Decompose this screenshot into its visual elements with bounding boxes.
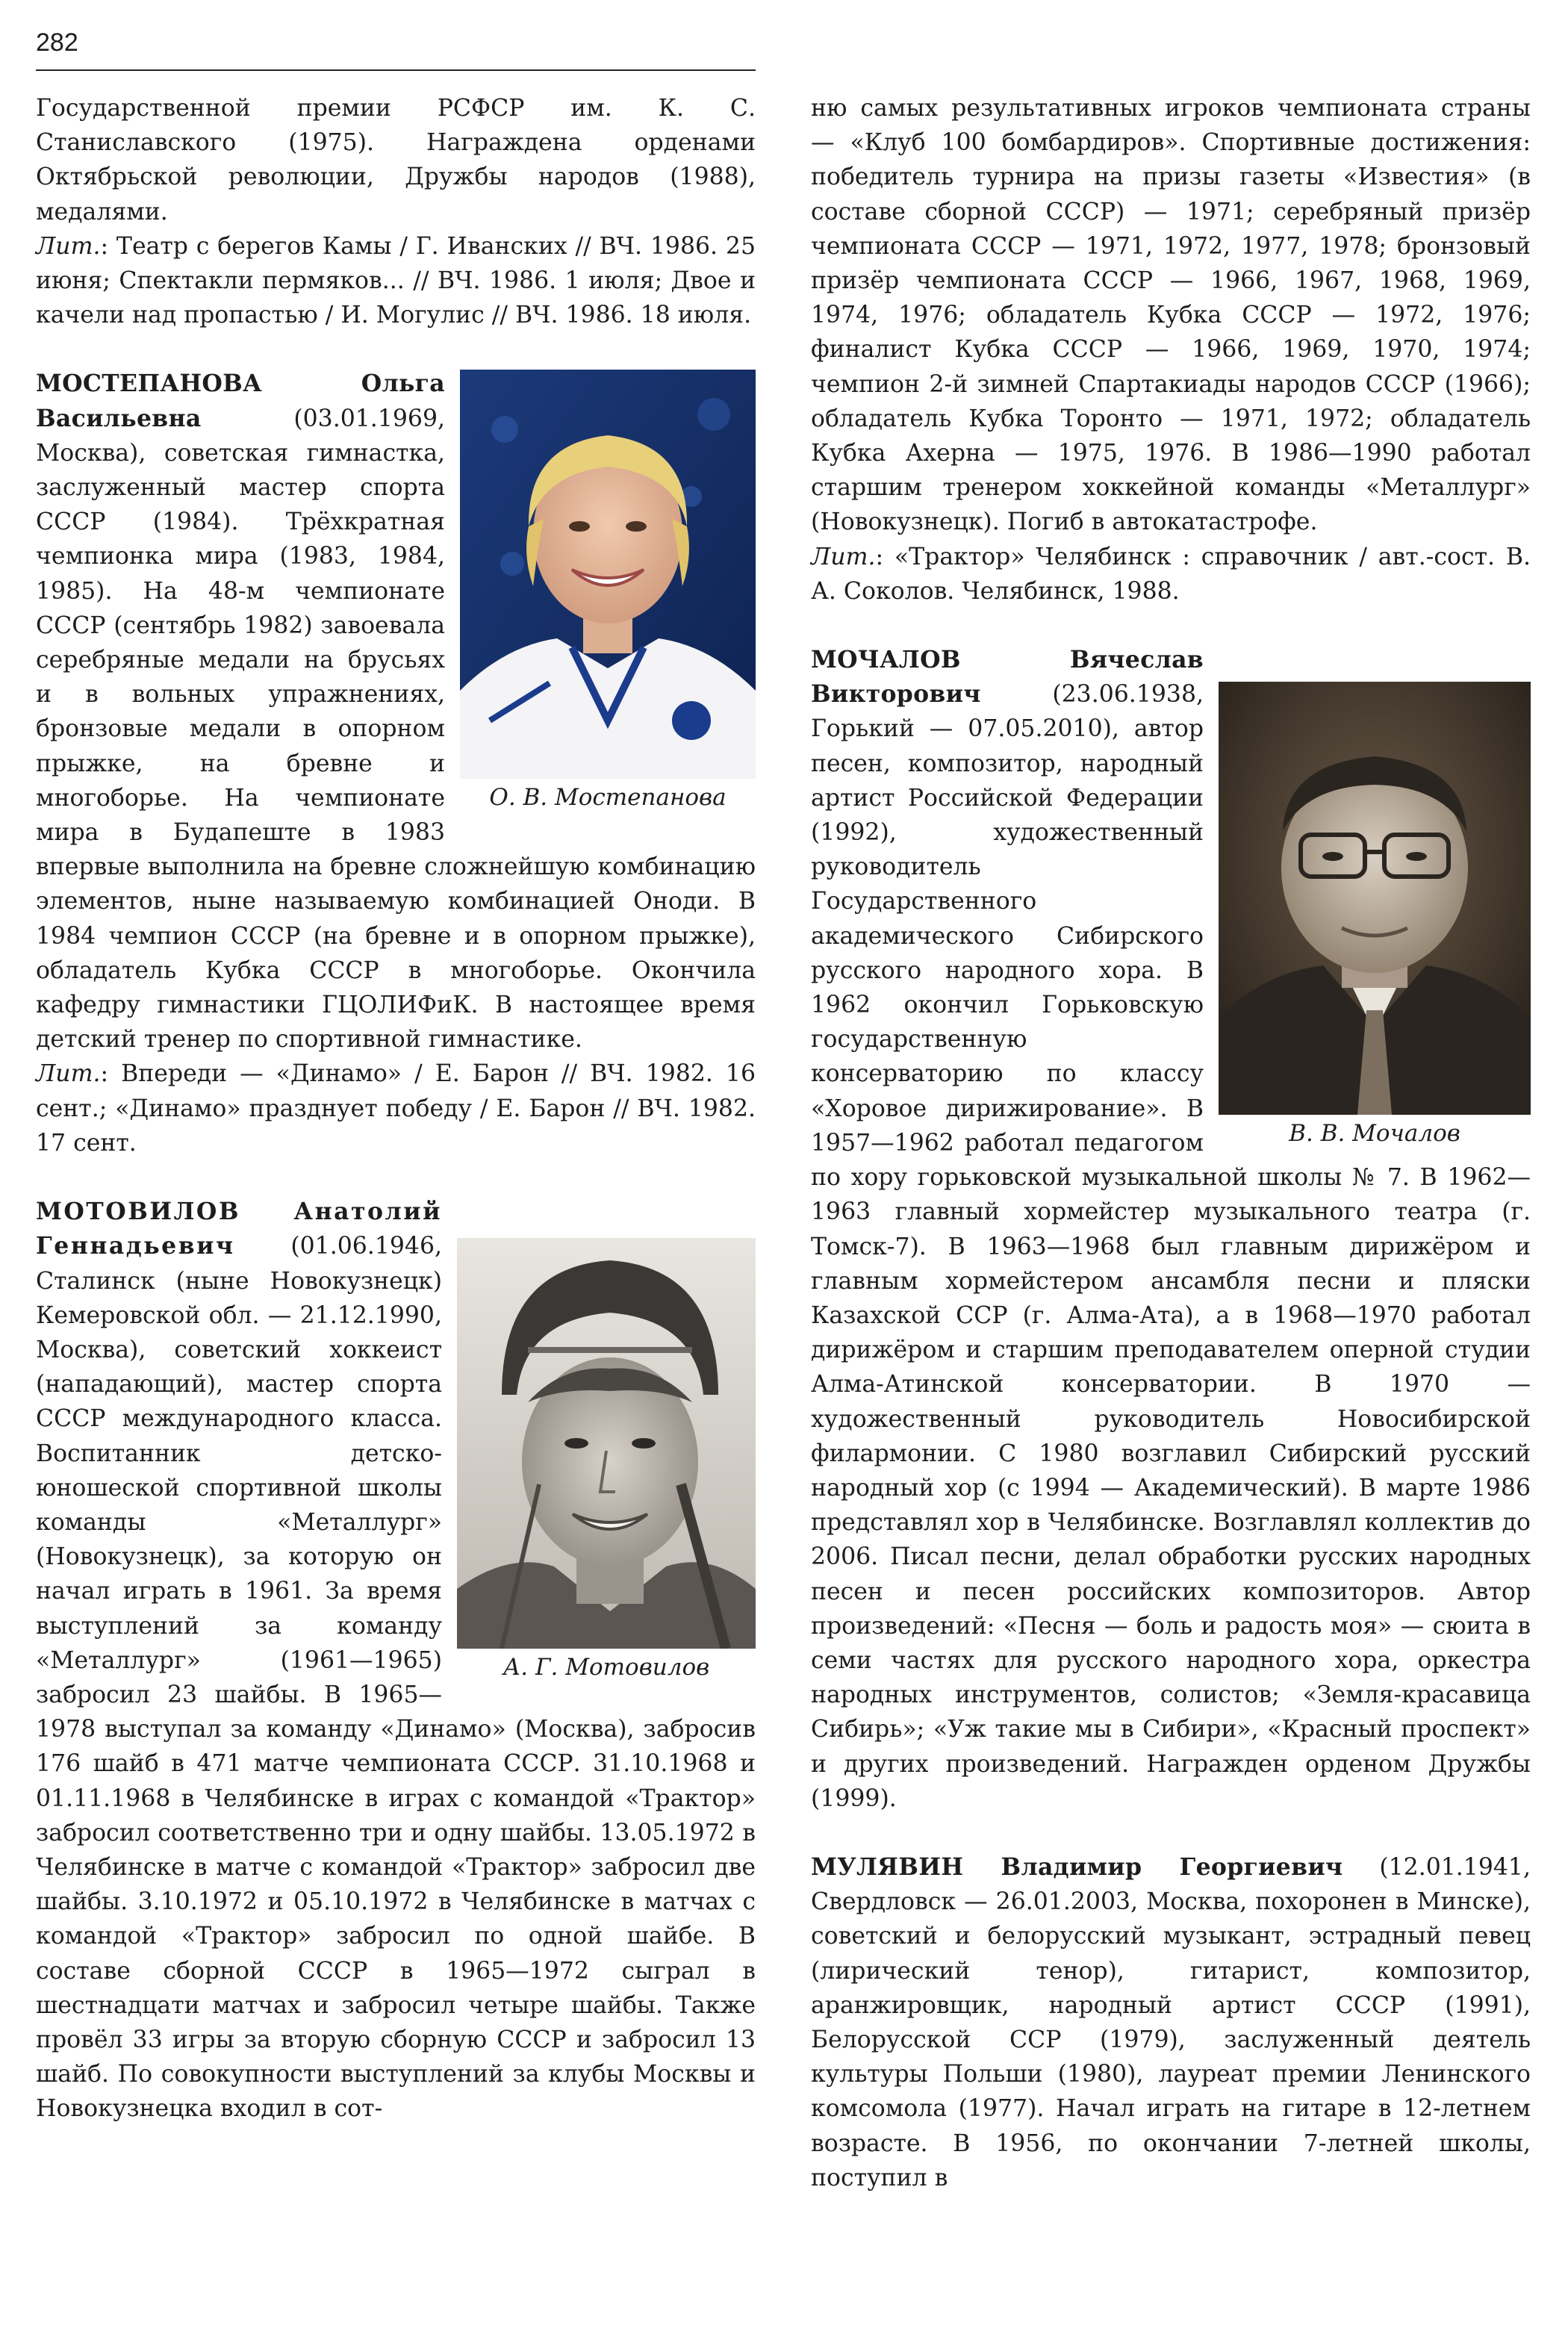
portrait-photo [457, 1238, 756, 1649]
continuation-text: ню самых результативных игроков чемпионата страны — «Клуб 100 бомбардиров». Спортивные достижения: победитель турнира на призы газеты «Известия» (в составе сборной СССР) — 1971; серебряный призёр чемпионата СССР — 1971, 1972, 1977, 1978; бронзовый призёр чемпионата СССР — 1966, 1967, 1968, 1969, 1974, 1976; обладатель Кубка СССР — 1972, 1976; финалист Кубка СССР — 1966, 1969, 1970, 1974; чемпион 2-й зимней Спартакиады народов СССР (1966); обладатель Кубка Торонто — 1971, 1972; обладатель Кубка Ахерна — 1975, 1976. В 1986—1990 работал старшим тренером хоккейной команды «Металлург» (Новокузнецк). Погиб в автокатастрофе. [811, 95, 1531, 536]
entry-name: МОЧАЛОВ Вячеслав Викторович [811, 646, 1204, 709]
literature-text: : Впереди — «Динамо» / Е. Барон // ВЧ. 1982. 16 сент.; «Динамо» празднует победу / Е. Барон // ВЧ. 1982. 17 сент. [36, 1060, 756, 1157]
photo-figure-mochalov [1219, 682, 1531, 1151]
entry-bio: (23.06.1938, Горький — 07.05.2010), автор песен, композитор, народный артист Российской Федерации (1992), художественный руководитель Государственного академического Сибирского русского народного хора. В 1962 окончил Горьковскую государственную консерваторию по классу «Хоровое дирижирование». В 1957—1962 работал педагогом по хору горьковской музыкальной школы № 7. В 1962—1963 главный хормейстер музыкального театра (г. Томск-7). В 1963—1968 был главным дирижёром и главным хормейстером ансамбля песни и пляски Казахской ССР (г. Алма-Ата), а в 1968—1970 работал дирижёром и старшим преподавателем оперной студии Алма-Атинской консерватории. В 1970 — художественный руководитель Новосибирской филармонии. С 1980 возглавил Сибирский русский народный хор (с 1994 — Академический). В марте 1986 представлял хор в Челябинске. Возглавлял коллектив до 2006. Писал песни, делал обработки русских народных песен и песен российских композиторов. Автор произведений: «Песня — боль и радость моя» — сюита в семи частях для русского народного хора, оркестра народных инструментов, солистов; «Земля-красавица Сибирь»; «Уж такие мы в Сибири», «Красный проспект» и других произведений. Награжден орденом Дружбы (1999). [811, 681, 1531, 1812]
photo-figure-motovilov [457, 1238, 756, 1684]
continuation-paragraph [36, 91, 756, 229]
literature-label: Лит. [36, 1060, 101, 1088]
photo-figure-mostepanova [460, 370, 756, 815]
literature-note [36, 229, 756, 333]
photo-caption: В. В. Мочалов [1289, 1120, 1460, 1148]
literature-label: Лит. [36, 232, 101, 260]
entry-text [811, 1850, 1531, 2195]
entry-name: МУЛЯВИН Владимир Георгиевич [811, 1852, 1343, 1881]
continuation-paragraph [811, 91, 1531, 540]
entry-mulyavin [811, 1850, 1531, 2195]
entry-name: МОСТЕПАНОВА Ольга Васильевна [36, 370, 445, 432]
literature-note [811, 540, 1531, 609]
literature-text: : «Трактор» Челябинск : справочник / авт.-сост. В. А. Соколов. Челябинск, 1988. [811, 543, 1531, 605]
continuation-text: Государственной премии РСФСР им. К. С. Станиславского (1975). Награждена орденами Октябрьской революции, Дружбы народов (1988), медалями. [36, 95, 756, 225]
entry-bio: (03.01.1969, Москва), советская гимнастка, заслуженный мастер спорта СССР (1984). Трёхкратная чемпионка мира (1983, 1984, 1985). На 48-м чемпионате СССР (сентябрь 1982) завоевала серебряные медали на брусьях и в вольных упражнениях, бронзовые медали в опорном прыжке, на бревне и многоборье. На чемпионате мира в Будапеште в 1983 впервые выполнила на бревне сложнейшую комбинацию элементов, ныне называемую комбинацией Оноди. В 1984 чемпион СССР (на бревне и в опорном прыжке), обладатель Кубка СССР в многоборье. Окончила кафедру гимнастики ГЦОЛИФиК. В настоящее время детский тренер по спортивной гимнастике. [36, 405, 756, 1054]
entry-motovilov [36, 1195, 756, 2126]
right-column [811, 91, 1531, 2195]
portrait-photo [1219, 682, 1531, 1115]
header-rule [36, 69, 756, 71]
left-column [36, 91, 756, 2127]
entry-bio: (12.01.1941, Свердловск — 26.01.2003, Москва, похоронен в Минске), советский и белорусский музыкант, эстрадный певец (лирический тенор), гитарист, композитор, аранжировщик, народный артист СССР (1991), Белорусской ССР (1979), заслуженный деятель культуры Польши (1980), лауреат премии Ленинского комсомола (1977). Начал играть на гитаре в 12-летнем возрасте. В 1956, по окончании 7-летней школы, поступил в [811, 1853, 1531, 2191]
entry-mochalov [811, 643, 1531, 1816]
literature-note [36, 1057, 756, 1160]
page-number: 282 [36, 28, 78, 57]
portrait-photo [460, 370, 756, 779]
entry-mostepanova [36, 367, 756, 1160]
entry-bio: (01.06.1946, Сталинск (ныне Новокузнецк) Кемеровской обл. — 21.12.1990, Москва), советский хоккеист (нападающий), мастер спорта СССР международного класса. Воспитанник детско-юношеской спортивной школы команды «Металлург» (Новокузнецк), за которую он начал играть в 1961. За время выступлений за команду «Металлург» (1961—1965) забросил 23 шайбы. В 1965—1978 выступал за команду «Динамо» (Москва), забросив 176 шайб в 471 матче чемпионата СССР. 31.10.1968 и 01.11.1968 в Челябинске в играх с командой «Трактор» забросил соответственно три и одну шайбы. 13.05.1972 в Челябинске в матче с командой «Трактор» забросил две шайбы. 3.10.1972 и 05.10.1972 в Челябинске в матчах с командой «Трактор» забросил по одной шайбе. В составе сборной СССР в 1965—1972 сыграл в шестнадцати матчах и забросил четыре шайбы. Также провёл 33 игры за вторую сборную СССР и забросил 13 шайб. По совокупности выступлений за клубы Москвы и Новокузнецка входил в сот- [36, 1233, 756, 2123]
entry-name: МОТОВИЛОВ Анатолий Геннадьевич [36, 1198, 442, 1260]
literature-label: Лит. [811, 543, 876, 570]
photo-caption: А. Г. Мотовилов [503, 1654, 710, 1681]
literature-text: : Театр с берегов Камы / Г. Иванских // ВЧ. 1986. 25 июня; Спектакли пермяков... // ВЧ. 1986. 1 июля; Двое и качели над пропастью / И. Могулис // ВЧ. 1986. 18 июля. [36, 232, 756, 329]
photo-caption: О. В. Мостепанова [489, 784, 727, 812]
